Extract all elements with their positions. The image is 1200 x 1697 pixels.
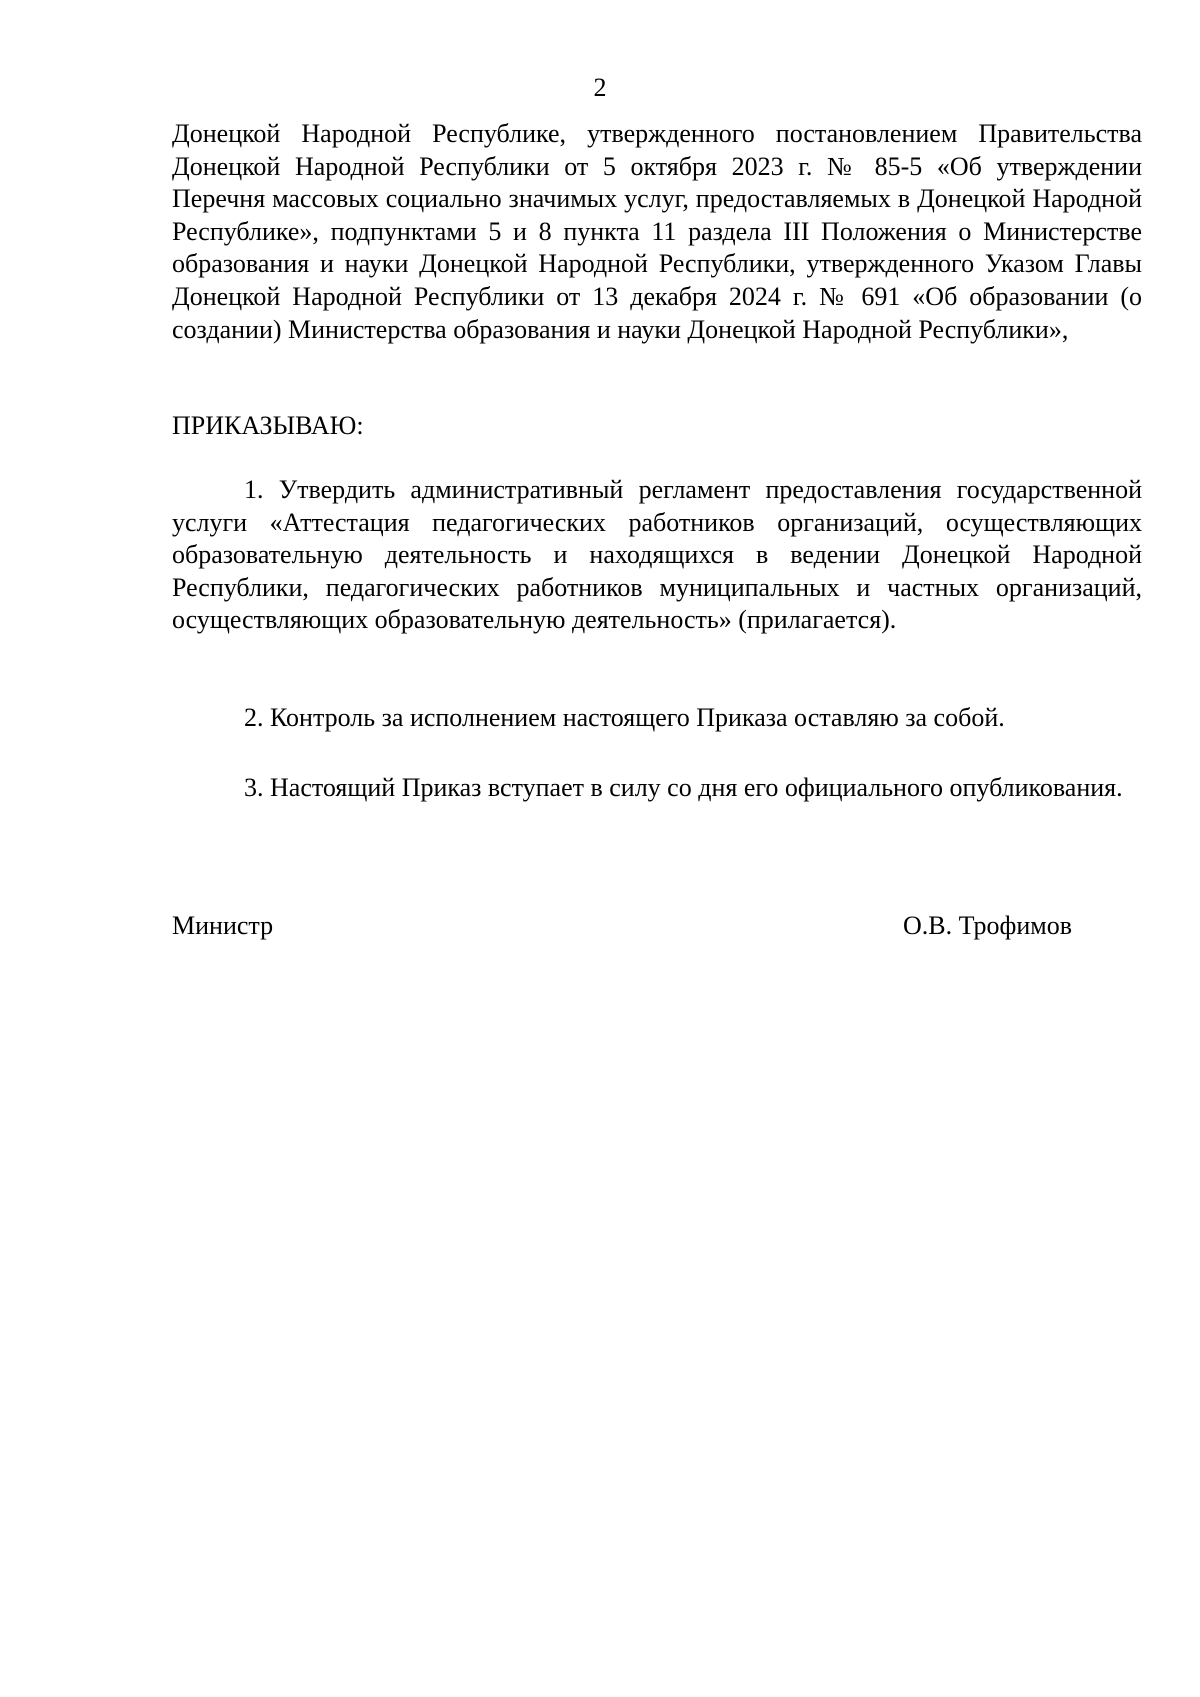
signatory-position: Министр bbox=[172, 911, 274, 940]
signatory-name: О.В. Трофимов bbox=[903, 911, 1072, 940]
signature-block bbox=[172, 910, 1072, 942]
order-heading: ПРИКАЗЫВАЮ: bbox=[172, 411, 364, 440]
page-number: 2 bbox=[593, 73, 607, 102]
order-item-1: 1. Утвердить административный регламент предоставления государственной услуги «Аттестация педагогических работников организаций, осуществляющих образовательную деятельность и находящихся в ведении Донецкой Народной Республики, педагогических работников муниципальных и частных организаций, осуществляющих образовательную деятельность» (прилагается). bbox=[172, 475, 1142, 635]
preamble-paragraph: Донецкой Народной Республике, утвержденного постановлением Правительства Донецкой Народной Республики от 5 октября 2023 г. № 85-5 «Об утверждении Перечня массовых социально значимых услуг, предоставляемых в Донецкой Народной Республике», подпунктами 5 и 8 пункта 11 раздела III Положения о Министерстве образования и науки Донецкой Народной Республики, утвержденного Указом Главы Донецкой Народной Республики от 13 декабря 2024 г. № 691 «Об образовании (о создании) Министерства образования и науки Донецкой Народной Республики», bbox=[172, 119, 1142, 344]
order-item-3: 3. Настоящий Приказ вступает в силу со дня его официального опубликования. bbox=[244, 773, 1123, 802]
order-item-2: 2. Контроль за исполнением настоящего Приказа оставляю за собой. bbox=[244, 703, 1005, 732]
